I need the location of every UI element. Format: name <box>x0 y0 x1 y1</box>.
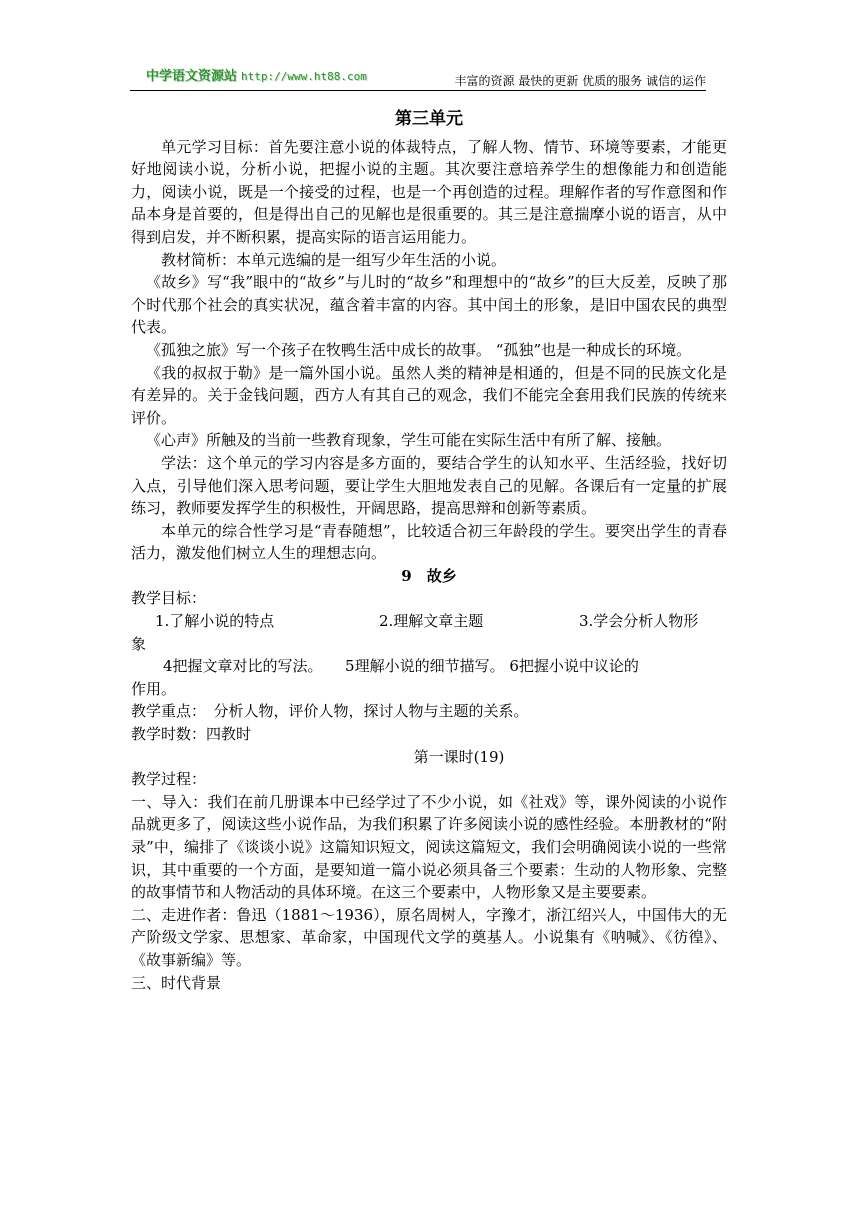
step-intro: 一、导入：我们在前几册课本中已经学过了不少小说，如《社戏》等，课外阅读的小说作品就更多了，阅读这些小说作品，为我们积累了许多阅读小说的感性经验。本册教材的“附录”中，编排了《谈谈小说》这篇知识短文，阅读这篇短文，我们会明确阅读小说的一些常识，其中重要的一个方面，是要知道一篇小说必须具备三个要素：生动的人物形象、完整的故事情节和人物活动的具体环境。在这三个要素中，人物形象又是主要要素。 <box>131 792 727 902</box>
site-logo[interactable] <box>146 65 367 84</box>
unit-goal-paragraph: 单元学习目标：首先要注意小说的体裁特点，了解人物、情节、环境等要素，才能更好地阅读小说，分析小说，把握小说的主题。其次要注意培养学生的想像能力和创造能力，阅读小说，既是一个接受的过程，也是一个再创造的过程。理解作者的写作意图和作品本身是首要的，但是得出自己的见解也是很重要的。其三是注意揣摩小说的语言，从中得到启发，并不断积累，提高实际的语言运用能力。 <box>131 137 727 246</box>
step-author: 二、走进作者：鲁迅（1881～1936），原名周树人，字豫才，浙江绍兴人，中国伟大的无产阶级文学家、思想家、革命家，中国现代文学的奠基人。小说集有《呐喊》、《彷徨》、《故事新编》等。 <box>131 905 727 969</box>
goal-item: 1.了解小说的特点 <box>155 612 275 631</box>
goals-line-2-continuation: 作用。 <box>131 679 177 698</box>
teaching-hours: 教学时数：四教时 <box>131 725 252 744</box>
key-points: 教学重点： 分析人物，评价人物，探讨人物与主题的关系。 <box>131 702 529 721</box>
logo-url[interactable]: http://www.ht88.com <box>241 70 367 83</box>
process-label: 教学过程： <box>131 770 207 789</box>
gudu-paragraph: 《孤独之旅》写一个孩子在牧鸭生活中成长的故事。 “孤独”也是一种成长的环境。 <box>146 340 692 359</box>
textbook-brief-paragraph: 教材简析：本单元选编的是一组写少年生活的小说。 <box>161 250 507 269</box>
xinsheng-paragraph: 《心声》所触及的当前一些教育现象，学生可能在实际生活中有所了解、接触。 <box>146 431 672 450</box>
step-background: 三、时代背景 <box>131 973 222 992</box>
comprehensive-paragraph: 本单元的综合性学习是“青春随想”，比较适合初三年龄段的学生。要突出学生的青春活力，激发他们树立人生的理想志向。 <box>131 521 727 563</box>
document-body <box>131 108 727 994</box>
goals-label: 教学目标： <box>131 589 207 608</box>
unit-title: 第三单元 <box>395 109 463 129</box>
goals-row <box>131 610 727 633</box>
goals-line-2: 4把握文章对比的写法。 5理解小说的细节描写。 6把握小说中议论的 <box>163 657 639 676</box>
header-slogan: 丰富的资源 最快的更新 优质的服务 诚信的运作 <box>454 74 706 88</box>
period-heading: 第一课时(19) <box>413 747 505 766</box>
lesson-title: 9 故乡 <box>401 566 457 585</box>
goal-item: 2.理解文章主题 <box>379 612 484 631</box>
shushu-paragraph: 《我的叔叔于勒》是一篇外国小说。虽然人类的精神是相通的，但是不同的民族文化是有差异的。关于金钱问题，西方人有其自己的观念，我们不能完全套用我们民族的传统来评价。 <box>131 363 727 427</box>
page-header <box>130 60 706 91</box>
goal-continuation: 象 <box>131 634 147 653</box>
method-paragraph: 学法：这个单元的学习内容是多方面的，要结合学生的认知水平、生活经验，找好切入点，引导他们深入思考问题，要让学生大胆地发表自己的见解。各课后有一定量的扩展练习，教师要发挥学生的积极性，开阔思路，提高思辩和创新等素质。 <box>131 453 727 518</box>
logo-text: 中学语文资源站 <box>146 69 238 84</box>
goal-item: 3.学会分析人物形 <box>579 612 699 631</box>
guxiang-paragraph: 《故乡》写“我”眼中的“故乡”与儿时的“故乡”和理想中的“故乡”的巨大反差，反映了那个时代那个社会的真实状况，蕴含着丰富的内容。其中闰土的形象，是旧中国农民的典型代表。 <box>131 273 727 337</box>
